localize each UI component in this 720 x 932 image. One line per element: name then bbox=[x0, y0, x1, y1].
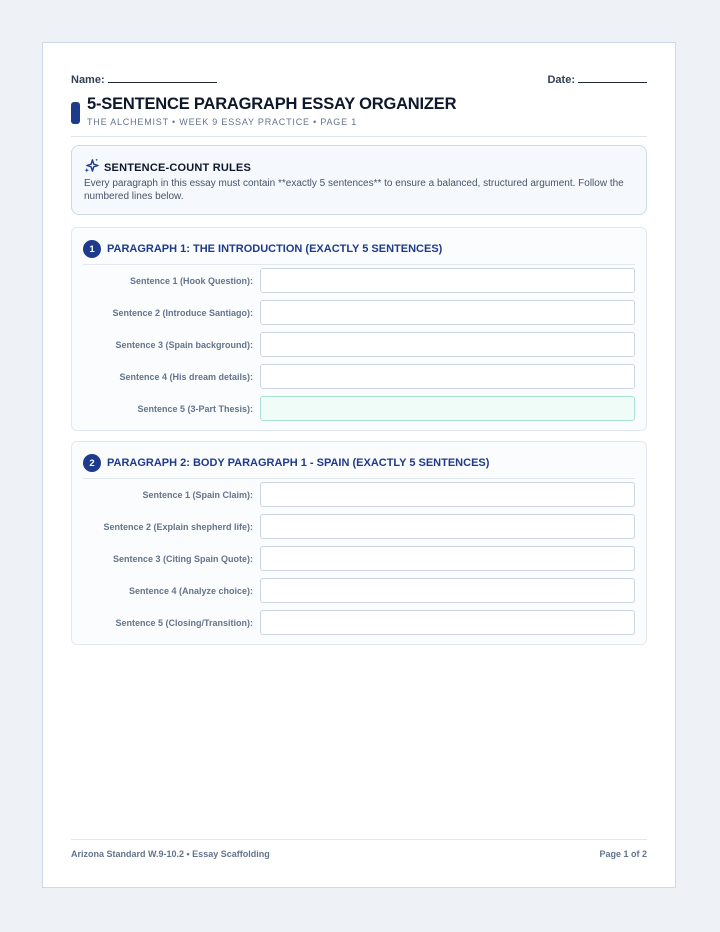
sentence-label: Sentence 4 (His dream details): bbox=[119, 371, 253, 382]
header-divider bbox=[71, 136, 647, 137]
footer-standard: Arizona Standard W.9-10.2 • Essay Scaffolding bbox=[71, 849, 270, 859]
rules-box bbox=[71, 145, 647, 215]
paragraph-number-badge: 2 bbox=[83, 454, 101, 472]
sentence-input[interactable] bbox=[260, 332, 635, 357]
page-number: Page 1 of 2 bbox=[599, 849, 647, 859]
name-field[interactable] bbox=[71, 72, 217, 86]
date-label: Date: bbox=[547, 74, 575, 86]
sentence-input[interactable] bbox=[260, 514, 635, 539]
name-line[interactable] bbox=[108, 72, 217, 83]
rules-title: SENTENCE-COUNT RULES bbox=[104, 162, 252, 174]
sentence-row bbox=[72, 300, 646, 325]
paragraph-1-section bbox=[71, 227, 647, 431]
sentence-input[interactable] bbox=[260, 364, 635, 389]
sentence-label: Sentence 1 (Hook Question): bbox=[129, 275, 253, 286]
worksheet-page bbox=[42, 42, 676, 888]
sentence-label: Sentence 5 (Closing/Transition): bbox=[115, 617, 253, 628]
name-label: Name: bbox=[71, 74, 105, 86]
sentence-label: Sentence 5 (3-Part Thesis): bbox=[137, 403, 253, 414]
sentence-input[interactable] bbox=[260, 482, 635, 507]
title-accent-bar bbox=[71, 102, 80, 124]
sentence-row bbox=[72, 546, 646, 571]
sentence-input[interactable] bbox=[260, 610, 635, 635]
date-field[interactable] bbox=[547, 72, 647, 86]
page-title: 5-SENTENCE PARAGRAPH ESSAY ORGANIZER bbox=[87, 95, 457, 113]
footer-divider bbox=[71, 839, 647, 840]
sentence-input[interactable] bbox=[260, 268, 635, 293]
sentence-row bbox=[72, 396, 646, 421]
paragraph-1-header bbox=[83, 238, 635, 265]
paragraph-2-section bbox=[71, 441, 647, 645]
sentence-label: Sentence 3 (Citing Spain Quote): bbox=[112, 553, 253, 564]
sentence-row bbox=[72, 514, 646, 539]
rules-body: Every paragraph in this essay must contain **exactly 5 sentences** to ensure a balanced, structured argument. Follow the numbered lines below. bbox=[84, 178, 624, 202]
sentence-input[interactable] bbox=[260, 578, 635, 603]
paragraph-2-title: PARAGRAPH 2: BODY PARAGRAPH 1 - SPAIN (EXACTLY 5 SENTENCES) bbox=[107, 457, 490, 469]
sentence-label: Sentence 4 (Analyze choice): bbox=[128, 585, 253, 596]
sentence-input[interactable] bbox=[260, 300, 635, 325]
page-footer bbox=[71, 849, 647, 859]
sparkles-icon bbox=[84, 158, 99, 178]
thesis-input[interactable] bbox=[260, 396, 635, 421]
sentence-row bbox=[72, 578, 646, 603]
sentence-label: Sentence 2 (Explain shepherd life): bbox=[103, 521, 253, 532]
paragraph-number-badge: 1 bbox=[83, 240, 101, 258]
paragraph-2-header bbox=[83, 452, 635, 479]
sentence-label: Sentence 2 (Introduce Santiago): bbox=[112, 307, 253, 318]
sentence-input[interactable] bbox=[260, 546, 635, 571]
paragraph-1-title: PARAGRAPH 1: THE INTRODUCTION (EXACTLY 5 SENTENCES) bbox=[107, 243, 443, 255]
sentence-row bbox=[72, 364, 646, 389]
page-subtitle: THE ALCHEMIST • WEEK 9 ESSAY PRACTICE • PAGE 1 bbox=[87, 117, 357, 127]
sentence-row bbox=[72, 332, 646, 357]
sentence-row bbox=[72, 482, 646, 507]
sentence-row bbox=[72, 610, 646, 635]
sentence-label: Sentence 1 (Spain Claim): bbox=[142, 489, 253, 500]
sentence-row bbox=[72, 268, 646, 293]
date-line[interactable] bbox=[578, 72, 647, 83]
sentence-label: Sentence 3 (Spain background): bbox=[115, 339, 253, 350]
name-date-row bbox=[71, 72, 647, 86]
